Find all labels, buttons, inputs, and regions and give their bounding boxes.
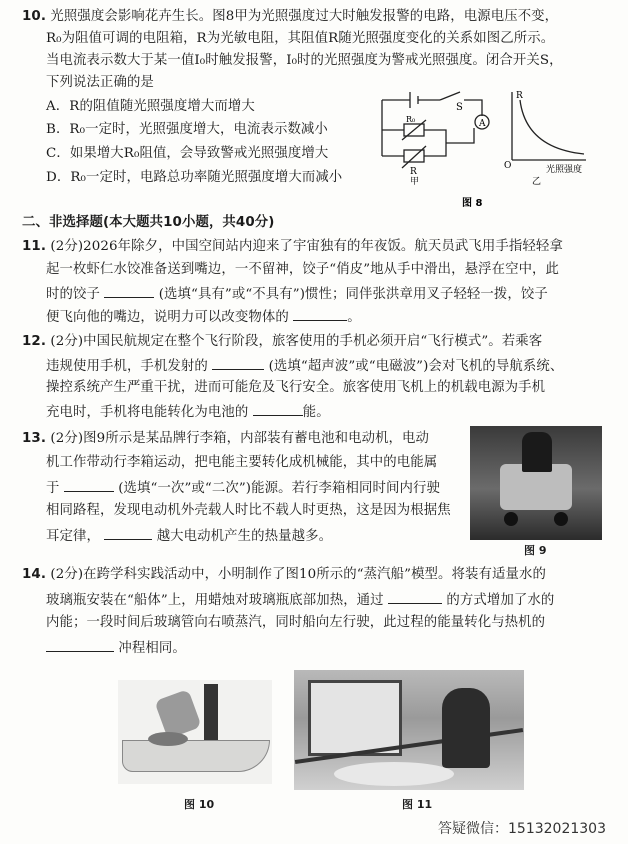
fig8-graph-x-label: 光照强度	[546, 165, 583, 175]
q12-number: 12.	[22, 334, 47, 349]
fig8-jia-label: 甲	[410, 177, 420, 187]
q10-text-1: 光照强度会影响花卉生长。图8甲为光照强度过大时触发报警的电路，电源电压不变，	[50, 9, 559, 24]
q12-line-2	[46, 356, 563, 376]
q13-line-2: 机工作带动行李箱运动，把电能主要转化成机械能，其中的电能属	[46, 455, 438, 470]
figure-10-photo	[118, 680, 272, 784]
q12-text-1: (2分)中国民航规定在整个飞行阶段，旅客使用的手机必须开启“飞行模式”。若乘客	[50, 334, 543, 349]
q14-text-4: 冲程相同。	[118, 641, 186, 656]
q14-text-1: (2分)在跨学科实践活动中，小明制作了图10所示的“蒸汽船”模型。将装有适量水的	[50, 567, 546, 582]
person-shape	[442, 688, 490, 768]
q11-text-3b: (选填“具有”或“不具有”)惯性；同伴张洪章用叉子轻轻一拨，饺子	[158, 287, 548, 302]
q11-line-2: 起一枚虾仁水饺准备送到嘴边，一不留神，饺子“俏皮”地从手中滑出，悬浮在空中，此	[46, 262, 560, 277]
q12-line-1	[22, 333, 542, 351]
q14-blank-1[interactable]	[388, 590, 442, 604]
q12-text-2b: (选填“超声波”或“电磁波”)会对飞机的导航系统、	[268, 359, 564, 374]
q13-text-3b: (选填“一次”或“二次”)能源。若行李箱相同时间内行驶	[118, 481, 440, 496]
q10-line-4	[46, 74, 208, 92]
fig9-caption: 图 9	[524, 544, 547, 557]
q14-line-2	[46, 590, 554, 610]
q13-line-3	[46, 478, 440, 498]
q14-text-2b: 的方式增加了水的	[446, 593, 555, 608]
figure-9-photo	[470, 426, 602, 540]
candle-holder	[148, 732, 188, 746]
q11-text-4a: 便飞向他的嘴边，说明力可以改变物体的	[46, 310, 289, 325]
fig8-switch-label: S	[456, 102, 463, 113]
q13-number: 13.	[22, 431, 47, 446]
q14-line-3: 内能；一段时间后玻璃管向右喷蒸汽，同时船向左行驶，此过程的能量转化与热机的	[46, 615, 546, 630]
q14-line-1	[22, 566, 546, 584]
q14-line-4	[46, 638, 186, 658]
fig8-r-label: R	[410, 167, 417, 177]
q10-option-d: D．R₀一定时，电路总功率随光照强度增大而减小	[46, 170, 343, 185]
figure-11-photo	[294, 670, 524, 790]
q10-option-a: A．R的阻值随光照强度增大而增大	[46, 99, 255, 114]
q11-blank-1[interactable]	[104, 284, 154, 298]
q12-line-3: 操控系统产生严重干扰，进而可能危及飞行安全。旅客使用飞机上的机载电源为手机	[46, 380, 546, 395]
q11-text-3a: 时的饺子	[46, 287, 100, 302]
q11-line-3	[46, 284, 548, 304]
q10-line-3: 当电流表示数大于某一值I₀时触发报警，I₀时的光照强度为警戒光照强度。闭合开关S，	[46, 53, 563, 68]
q10-option-b: B．R₀一定时，光照强度增大，电流表示数减小	[46, 122, 328, 137]
q13-text-3a: 于	[46, 481, 60, 496]
q12-text-2a: 违规使用手机，手机发射的	[46, 359, 208, 374]
q11-text-4b: 。	[347, 310, 361, 325]
q11-text-1: (2分)2026年除夕，中国空间站内迎来了宇宙独有的年夜饭。航天员武飞用手指轻轻拿	[50, 239, 563, 254]
fig8-ammeter-label: A	[479, 119, 486, 129]
disc-shape	[334, 762, 454, 786]
q11-blank-2[interactable]	[293, 307, 347, 321]
q13-text-5a: 耳定律，	[46, 529, 100, 544]
support-stand	[204, 684, 218, 740]
q12-line-4	[46, 402, 330, 422]
q13-blank-2[interactable]	[104, 526, 152, 540]
q10-number: 10.	[22, 9, 47, 24]
q12-text-4a: 充电时，手机将电能转化为电池的	[46, 405, 249, 420]
window-shape	[308, 680, 402, 756]
q10-line-2: R₀为阻值可调的电阻箱，R为光敏电阻，其阻值R随光照强度变化的关系如图乙所示。	[46, 31, 555, 46]
q13-line-1	[22, 430, 429, 448]
q13-text-5b: 越大电动机产生的热量越多。	[156, 529, 333, 544]
figure-8	[374, 88, 604, 220]
wheel-left	[504, 512, 518, 526]
q11-number: 11.	[22, 239, 47, 254]
q13-line-5	[46, 526, 332, 546]
q10-line-1	[22, 8, 558, 26]
q13-line-4: 相同路程，发现电动机外壳载人时比不载人时更热，这是因为根据焦	[46, 503, 451, 518]
fig8-yi-label: 乙	[532, 177, 542, 187]
q13-text-1: (2分)图9所示是某品牌行李箱，内部装有蓄电池和电动机，电动	[50, 431, 430, 446]
footer-contact: 答疑微信：15132021303	[438, 821, 606, 837]
q13-blank-1[interactable]	[64, 478, 114, 492]
fig11-caption: 图 11	[402, 798, 433, 811]
wheel-right	[554, 512, 568, 526]
q14-number: 14.	[22, 567, 47, 582]
q14-blank-2[interactable]	[46, 638, 114, 652]
q12-blank-1[interactable]	[212, 356, 264, 370]
q10-option-c: C．如果增大R₀阻值，会导致警戒光照强度增大	[46, 146, 329, 161]
fig8-origin-label: O	[504, 161, 512, 171]
rider-shape	[522, 432, 552, 472]
q11-line-4	[46, 307, 361, 327]
boat-hull	[122, 740, 270, 772]
q12-text-4b: 能。	[302, 405, 330, 420]
fig10-caption: 图 10	[184, 798, 215, 811]
fig8-caption: 图 8	[462, 198, 483, 209]
q11-line-1	[22, 238, 563, 256]
fig8-graph-y-label: R	[516, 91, 523, 101]
q14-text-2a: 玻璃瓶安装在“船体”上，用蜡烛对玻璃瓶底部加热，通过	[46, 593, 384, 608]
section-2-title: 二、非选择题(本大题共10小题，共40分)	[22, 215, 275, 230]
q10-text-4: 下列说法正确的是	[46, 75, 154, 90]
fig8-r0-label: R₀	[406, 115, 416, 124]
q12-blank-2[interactable]	[253, 402, 303, 416]
